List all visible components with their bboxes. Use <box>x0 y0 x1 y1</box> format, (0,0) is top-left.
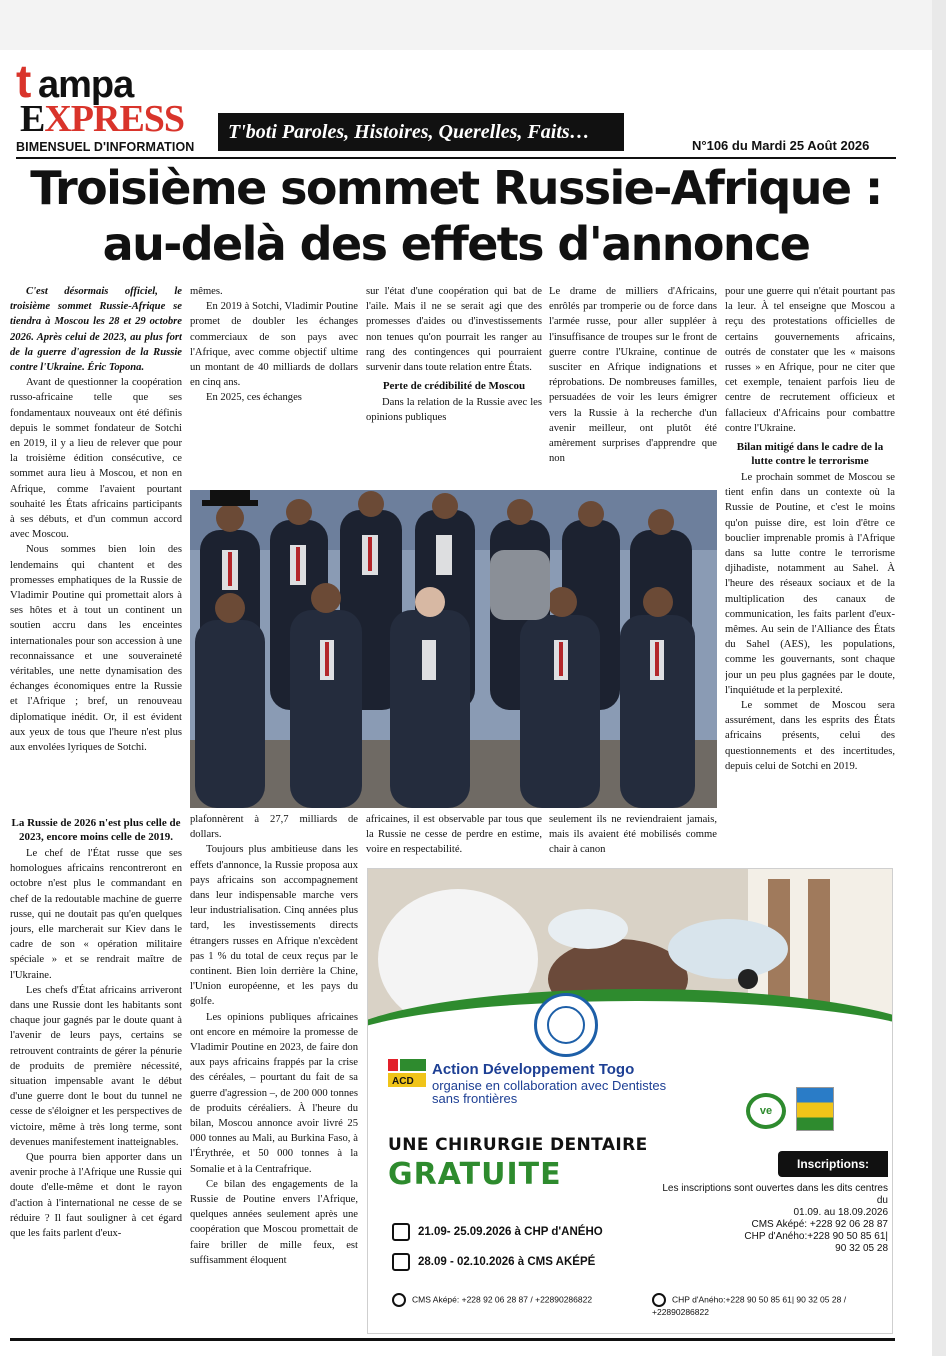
column-2-lower <box>190 812 358 1332</box>
globe-icon <box>652 1293 666 1307</box>
article-lead: C'est désormais officiel, le troisième sommet Russie-Afrique se tiendra à Moscou les 28 et 29 octobre 2026. Après celui de 2023, au plus fort de la guerre d'agression de la Russie contre l'Ukraine. Éric Topona. <box>10 286 182 374</box>
logo-express-e: E <box>20 98 45 140</box>
globe-icon <box>392 1293 406 1307</box>
paragraph: Ce bilan des engagements de la Russie de Poutine envers l'Afrique, quelques années seulement après une coopération que Moscou promettait de faire briller de mille feux, est suffisamment éloquent <box>190 1178 358 1266</box>
column-1-lower <box>10 812 182 1332</box>
organization-subtitle: organise en collaboration avec Dentistes sans frontières <box>432 1078 667 1106</box>
paragraph: Les chefs d'État africains arriveront dans une Russie dont les habitants sont chaque jour gagnés par le doute quant à l'avenir de leurs pays, certains se retrouvent contraints de gérer la pénurie de produits de première nécessité, situation impensable avant le début d'une guerre dont le bout du tunnel ne cesse de s'éloigner et les perspectives de victoire, même à très long terme, sont devenues manifestement inatteignables. <box>10 984 182 1148</box>
logo-ampa: ampa <box>38 64 134 106</box>
newspaper-logo <box>16 56 206 142</box>
subheading: La Russie de 2026 n'est plus celle de 2023, encore moins celle de 2019. <box>11 817 181 843</box>
column-4 <box>549 284 717 480</box>
column-2 <box>190 284 358 480</box>
organization-name: Action Développement Togo <box>432 1061 635 1078</box>
session-date-2 <box>392 1253 595 1271</box>
partner-logo-ve: ve <box>746 1093 786 1129</box>
paragraph: Le drame de milliers d'Africains, enrôlés par tromperie ou de force dans l'armée russe, pour aller suppléer à l'insuffisance de troupes sur le front de guerre contre l'Ukraine, continue de susciter en Afrique indignations et réprobations. De nombreuses familles, persuadées de voir les leurs émigrer vers la Russie à la recherche d'un avenir meilleur, ont plutôt été amèrement surprises d'apprendre que non <box>549 286 717 465</box>
group-photo-illustration <box>190 490 717 808</box>
paragraph: En 2019 à Sotchi, Vladimir Poutine promet de doubler les échanges commerciaux de son pays avec l'Afrique, avec comme objectif ultime un montant de 40 milliards de dollars en cinq ans. <box>190 301 358 389</box>
paragraph: pour une guerre qui n'était pourtant pas la leur. À tel enseigne que Moscou a reçu des protestations officielles de certains gouvernements africains, outrés de constater que les « maisons russes » en Afrique, pour ne citer que cet exemple, tenaient parfois lieu de centre de recrutement officieux et fallacieux d'Africains pour combattre contre l'Ukraine. <box>725 286 895 434</box>
paragraph: Le sommet de Moscou sera assurément, dans les esprits des États africains présents, celui des questionnements et des incertitudes, depuis celui de Sotchi en 2019. <box>725 700 895 772</box>
logo-express <box>20 100 184 138</box>
column-3-lower <box>366 812 542 860</box>
inscriptions-info <box>658 1183 888 1255</box>
ad-title-gratuite: GRATUITE <box>388 1157 562 1192</box>
insc-line: Les inscriptions sont ouvertes dans les dits centres du <box>662 1183 888 1206</box>
ad-title: UNE CHIRURGIE DENTAIRE <box>388 1135 648 1155</box>
inscriptions-label: Inscriptions: <box>778 1151 888 1177</box>
contact-aneho <box>652 1293 892 1318</box>
session-date-1 <box>392 1223 603 1241</box>
togo-crest-icon <box>796 1087 834 1131</box>
paragraph: plafonnèrent à 27,7 milliards de dollars. <box>190 814 358 841</box>
session-date-2-text: 28.09 - 02.10.2026 à CMS AKÉPÉ <box>418 1256 596 1269</box>
paragraph: Que pourra bien apporter dans un avenir proche à l'Afrique une Russie qui doute d'elle-même et dont le rayon d'action à l'international ne cesse de se réduire ? Il faut souligner à cet égard que les faits parlent d'eux- <box>10 1152 182 1240</box>
insc-line: CHP d'Aného:+228 90 50 85 61| <box>744 1231 888 1242</box>
newspaper-subtitle: BIMENSUEL D'INFORMATION <box>16 140 195 154</box>
acd-logo-label: ACD <box>392 1076 414 1087</box>
issue-date: N°106 du Mardi 25 Août 2026 <box>692 138 870 153</box>
headline-line-1: Troisième sommet Russie-Afrique : <box>30 161 882 215</box>
paragraph: africaines, il est observable par tous que la Russie ne cesse de perdre en estime, voire en respectabilité. <box>366 814 542 856</box>
column-1 <box>10 284 182 794</box>
contact-aneho-text: CHP d'Aného:+228 90 50 85 61| 90 32 05 28 / +22890286822 <box>652 1294 847 1317</box>
paragraph: Le prochain sommet de Moscou se tient enfin dans un contexte où la Russie de Poutine, et c'est le moins qu'on puisse dire, est loin d'être ce bouclier imprenable promis à l'Afrique dans sa lutte contre le terrorisme djihadiste, notamment au Sahel. À l'heure des réseaux sociaux et de la multiplication des canaux de communication, les faits parlent d'eux-mêmes. Au sein de l'Alliance des États du Sahel (AES), les populations, comme les gouvernants, sont chaque jour un peu plus gagnées par le doute, l'inquiétude et la perplexité. <box>725 472 895 696</box>
paragraph: Le chef de l'État russe que ses homologues africains rencontreront en octobre n'est plus le commandant en chef de la redoutable machine de guerre russe, qui ne doutait pas qu'en quelques jours, elle marcherait sur Kiev dans le cadre de son « opération militaire spéciale » et se rendrait maître de l'Ukraine. <box>10 848 182 981</box>
insc-line: 90 32 05 28 <box>835 1243 888 1254</box>
article-headline <box>16 160 896 272</box>
column-4-lower <box>549 812 717 860</box>
seal-inner-ring <box>547 1006 585 1044</box>
paragraph: Toujours plus ambitieuse dans les effets d'annonce, la Russie proposa aux pays africains son accompagnement dans leur indispensable marche vers leur industrialisation. Cinq années plus tard, les investissements directs étrangers russes en Afrique n'excèdent pas 1 % du total de ceux reçus par le continent. Bien loin derrière la Chine, l'Union européenne, et les pays du golfe. <box>190 844 358 1008</box>
logo-express-rest: XPRESS <box>44 98 185 140</box>
summit-group-photo <box>190 490 717 808</box>
contact-akepe-text: CMS Aképé: +228 92 06 28 87 / +22890286822 <box>412 1294 593 1305</box>
column-3 <box>366 284 542 480</box>
calendar-icon <box>392 1223 410 1241</box>
paragraph: mêmes. <box>190 286 223 297</box>
paragraph: seulement ils ne reviendraient jamais, mais ils avaient été mobilisés comme chair à canon <box>549 814 717 856</box>
section-banner: T'boti Paroles, Histoires, Querelles, Faits… <box>218 113 624 151</box>
top-margin <box>0 0 946 50</box>
paragraph: sur l'état d'une coopération qui bat de l'aile. Mais il ne se serait agi que des promesses d'aides ou d'investissements non tenues qu'on pourrait les ranger au rang des contingences qui pourraient survenir dans toute relation entre États. <box>366 286 542 374</box>
contact-akepe <box>392 1293 642 1307</box>
headline-line-2: au-delà des effets d'annonce <box>102 217 810 271</box>
column-5 <box>725 284 895 814</box>
insc-line: CMS Aképé: +228 92 06 28 87 <box>751 1219 888 1230</box>
organization-seal <box>534 993 598 1057</box>
header-rule <box>16 157 896 159</box>
acd-logo-icon <box>388 1059 426 1087</box>
subheading: Perte de crédibilité de Moscou <box>382 380 526 393</box>
paragraph: Les opinions publiques africaines ont encore en mémoire la promesse de Vladimir Poutine en 2023, de faire don aux pays africains frappés par la crise des céréales, – pourtant du fait de sa guerre d'agression –, de 200 000 tonnes de produits céréaliers. À l'heure du bilan, Moscou annonce avoir livré 25 000 tonnes au Mali, au Burkina Faso, à l'Érythrée, et 50 000 tonnes à la Somalie et à la Centrafrique. <box>190 1011 358 1175</box>
page-edge <box>932 0 946 1356</box>
insc-line: 01.09. au 18.09.2026 <box>793 1207 888 1218</box>
calendar-icon <box>392 1253 410 1271</box>
paragraph: Dans la relation de la Russie avec les opinions publiques <box>366 397 542 424</box>
dental-surgery-advertisement <box>367 868 893 1334</box>
subheading: Bilan mitigé dans le cadre de la lutte contre le terrorisme <box>736 441 884 468</box>
session-date-1-text: 21.09- 25.09.2026 à CHP d'ANÉHO <box>418 1226 603 1239</box>
logo-letter-t: t <box>16 55 32 107</box>
paragraph: En 2025, ces échanges <box>206 392 302 404</box>
paragraph: Avant de questionner la coopération russo-africaine telle que ses fondamentaux nouveaux ont été définis depuis le sommet fondateur de Sotchi en 2019, il y a lieu de relever que pour la troisième édition consécutive, ce sommet aura lieu à Moscou, et non en Afrique, comme l'avaient pourtant souhaité les États africains participants à ses débuts, et d'un commun accord avec Moscou. <box>10 377 182 541</box>
paragraph: Nous sommes bien loin des lendemains qui chantent et des promesses emphatiques de la Russie de Vladimir Poutine qui promettait alors à ses hôtes et à tout un continent un soutien accru dans les enceintes internationales pour son accession à une reconnaissance et une souveraineté véritables, une nette dynamisation des échanges économiques entre la Russie et l'Afrique ; bref, un renouveau diplomatique inédit. Or, il est évident aux yeux de tous que l'heure n'est plus aux envolées lyriques de Sotchi. <box>10 544 182 754</box>
footer-rule <box>10 1338 895 1341</box>
